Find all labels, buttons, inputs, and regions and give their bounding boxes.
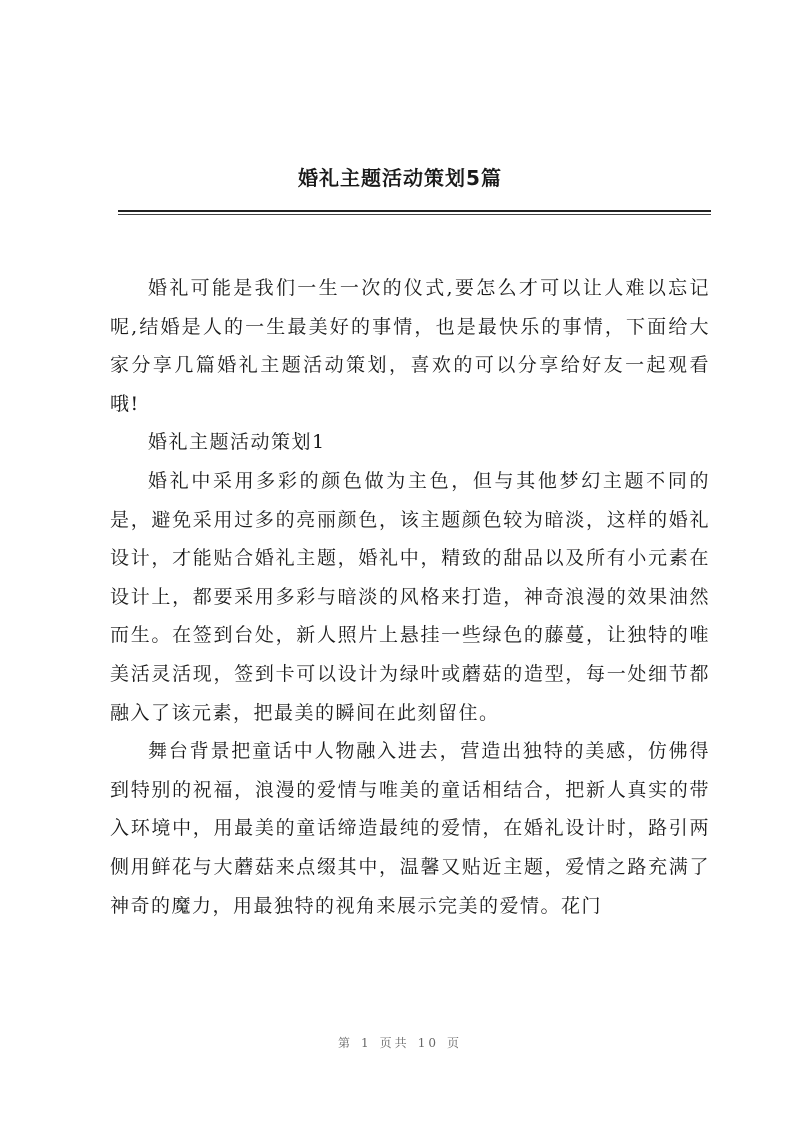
page-prefix: 第: [338, 1036, 354, 1050]
body-paragraph: 舞台背景把童话中人物融入进去，营造出独特的美感，仿佛得到特别的祝福，浪漫的爱情与唯美的童话相结合，把新人真实的带入环境中，用最美的童话缔造最纯的爱情，在婚礼设计时，路引两侧用鲜花与大蘑菇来点缀其中，温馨又贴近主题，爱情之路充满了神奇的魔力，用最独特的视角来展示完美的爱情。花门: [110, 740, 710, 917]
page-suffix: 页: [446, 1036, 462, 1050]
body-paragraph: 婚礼中采用多彩的颜色做为主色，但与其他梦幻主题不同的是，避免采用过多的亮丽颜色，该主题颜色较为暗淡，这样的婚礼设计，才能贴合婚礼主题，婚礼中，精致的甜品以及所有小元素在设计上，都要采用多彩与暗淡的风格来打造，神奇浪漫的效果油然而生。在签到台处，新人照片上悬挂一些绿色的藤蔓，让独特的唯美活灵活现，签到卡可以设计为绿叶或蘑菇的造型，每一处细节都融入了该元素，把最美的瞬间在此刻留住。: [110, 469, 710, 724]
page-middle: 页共: [379, 1036, 410, 1050]
intro-paragraph: 婚礼可能是我们一生一次的仪式,要怎么才可以让人难以忘记呢,结婚是人的一生最美好的事情，也是最快乐的事情，下面给大家分享几篇婚礼主题活动策划，喜欢的可以分享给好友一起观看哦!: [110, 277, 710, 415]
title-divider: [118, 210, 711, 212]
title-divider-thin: [118, 214, 711, 215]
page-current: 1: [361, 1036, 372, 1050]
page-total: 10: [417, 1036, 439, 1050]
page-footer: [0, 1034, 800, 1051]
document-title: 婚礼主题活动策划5篇: [298, 166, 502, 190]
document-body: [110, 269, 710, 925]
section-heading: 婚礼主题活动策划1: [148, 431, 326, 454]
